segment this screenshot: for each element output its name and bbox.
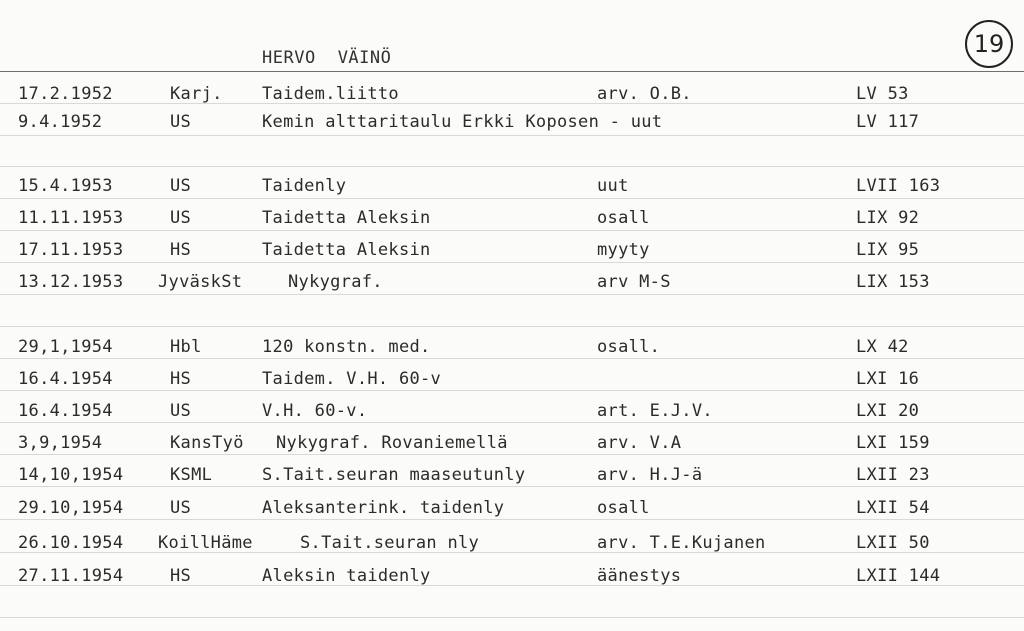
entry-date: 11.11.1953 (18, 208, 124, 228)
entry-source: HS (170, 566, 192, 586)
entry-row (0, 533, 1024, 559)
entry-role: osall (597, 208, 650, 228)
entry-source: Hbl (170, 337, 202, 357)
entry-description: Taidenly (262, 176, 347, 196)
entry-source: JyväskSt (158, 272, 243, 292)
entry-source: KoillHäme (158, 533, 253, 553)
entry-source: US (170, 112, 192, 132)
entry-reference: LIX 95 (856, 240, 920, 260)
entry-reference: LVII 163 (856, 176, 941, 196)
entry-row (0, 84, 1024, 110)
ruled-line (0, 617, 1024, 618)
entry-date: 16.4.1954 (18, 369, 113, 389)
entry-date: 13.12.1953 (18, 272, 124, 292)
entry-row (0, 369, 1024, 395)
entry-row (0, 208, 1024, 234)
entry-source: US (170, 176, 192, 196)
entry-reference: LXII 23 (856, 465, 930, 485)
card-title (262, 48, 413, 68)
entry-reference: LXI 16 (856, 369, 920, 389)
entry-description: V.H. 60-v. (262, 401, 368, 421)
entry-row (0, 112, 1024, 138)
entry-role: arv. T.E.Kujanen (597, 533, 766, 553)
entry-description: Kemin alttaritaulu Erkki Koposen - uut (262, 112, 663, 132)
entry-role: arv. H.J-ä (597, 465, 703, 485)
entry-date: 14,10,1954 (18, 465, 124, 485)
entry-reference: LXI 20 (856, 401, 920, 421)
entry-description: Aleksanterink. taidenly (262, 498, 505, 518)
entry-source: Karj. (170, 84, 223, 104)
entry-row (0, 272, 1024, 298)
ruled-line (0, 326, 1024, 327)
entry-reference: LX 42 (856, 337, 909, 357)
entry-row (0, 498, 1024, 524)
entry-description: Taidetta Aleksin (262, 240, 431, 260)
surname: HERVO (262, 48, 316, 68)
entry-date: 17.2.1952 (18, 84, 113, 104)
entry-row (0, 465, 1024, 491)
entry-source: US (170, 401, 192, 421)
entry-date: 9.4.1952 (18, 112, 103, 132)
entry-role: myyty (597, 240, 650, 260)
card-number: 19 (965, 20, 1013, 68)
entry-description: Nykygraf. Rovaniemellä (276, 433, 508, 453)
entry-row (0, 433, 1024, 459)
entry-description: Taidetta Aleksin (262, 208, 431, 228)
entry-role: arv. O.B. (597, 84, 692, 104)
entry-description: S.Tait.seuran nly (300, 533, 480, 553)
firstname: VÄINÖ (337, 48, 392, 68)
entry-row (0, 566, 1024, 592)
entry-reference: LXII 50 (856, 533, 930, 553)
entry-description: Nykygraf. (288, 272, 383, 292)
entry-role: äänestys (597, 566, 682, 586)
ruled-line (0, 166, 1024, 167)
entry-source: US (170, 498, 192, 518)
entry-date: 29.10,1954 (18, 498, 124, 518)
entry-row (0, 176, 1024, 202)
entry-reference: LV 53 (856, 84, 909, 104)
entry-reference: LIX 153 (856, 272, 930, 292)
entry-date: 27.11.1954 (18, 566, 124, 586)
entry-source: HS (170, 369, 192, 389)
entry-reference: LXI 159 (856, 433, 930, 453)
entry-description: S.Tait.seuran maaseutunly (262, 465, 526, 485)
entry-date: 15.4.1953 (18, 176, 113, 196)
entry-description: Taidem. V.H. 60-v (262, 369, 442, 389)
entry-role: osall (597, 498, 650, 518)
entry-reference: LV 117 (856, 112, 920, 132)
entry-source: KansTyö (170, 433, 244, 453)
entry-source: KSML (170, 465, 213, 485)
entry-date: 17.11.1953 (18, 240, 124, 260)
header-rule (0, 71, 1024, 72)
entry-date: 16.4.1954 (18, 401, 113, 421)
entry-row (0, 337, 1024, 363)
entry-role: osall. (597, 337, 661, 357)
entry-date: 26.10.1954 (18, 533, 124, 553)
entry-role: arv. V.A (597, 433, 682, 453)
entry-role: uut (597, 176, 629, 196)
entry-role: arv M-S (597, 272, 671, 292)
entry-row (0, 401, 1024, 427)
entry-description: Taidem.liitto (262, 84, 399, 104)
entry-row (0, 240, 1024, 266)
entry-description: 120 konstn. med. (262, 337, 431, 357)
entry-source: US (170, 208, 192, 228)
entry-description: Aleksin taidenly (262, 566, 431, 586)
entry-date: 3,9,1954 (18, 433, 103, 453)
entry-date: 29,1,1954 (18, 337, 113, 357)
entry-reference: LXII 54 (856, 498, 930, 518)
entry-reference: LXII 144 (856, 566, 941, 586)
entry-reference: LIX 92 (856, 208, 920, 228)
entry-role: art. E.J.V. (597, 401, 713, 421)
entry-source: HS (170, 240, 192, 260)
